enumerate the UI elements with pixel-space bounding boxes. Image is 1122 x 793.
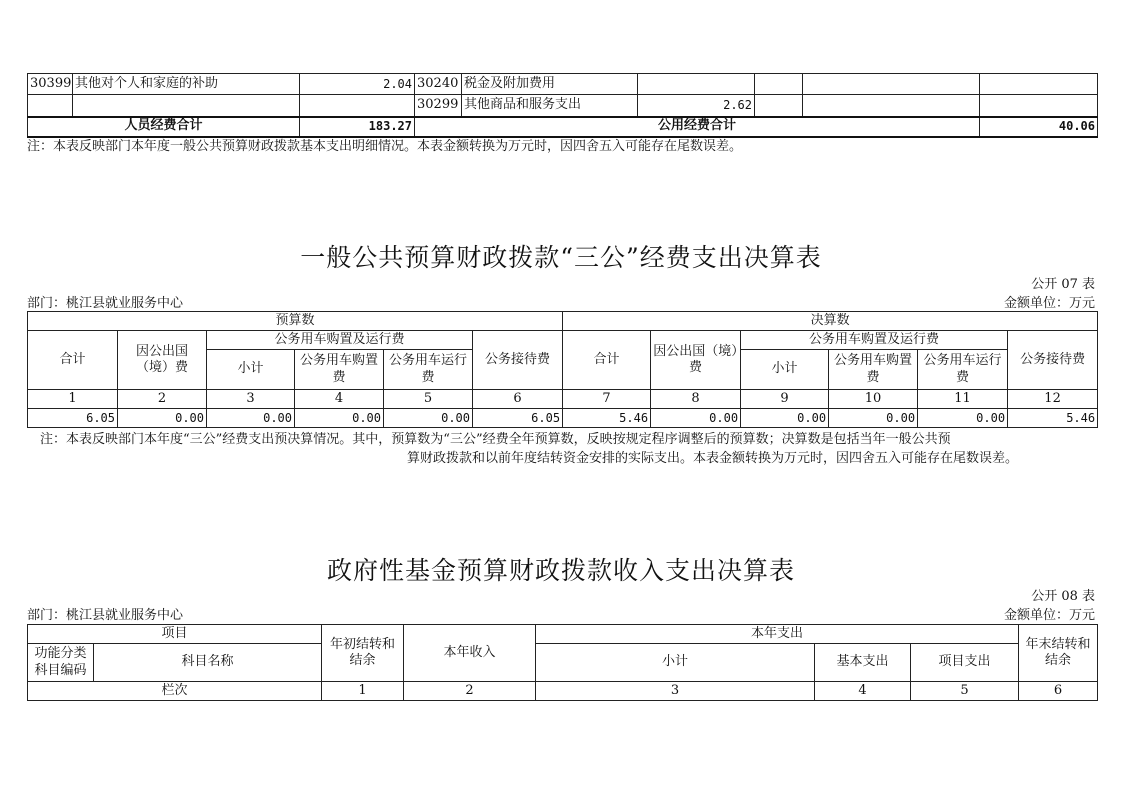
column-number-row (28, 682, 1098, 701)
lanci-label: 栏次 (28, 682, 322, 701)
item-name: 税金及附加费用 (462, 74, 638, 95)
value-cell: 0.00 (295, 409, 384, 428)
col-income: 本年收入 (404, 625, 536, 682)
value-cell: 5.46 (1008, 409, 1098, 428)
table-note-line2: 算财政拨款和以前年度结转资金安排的实际支出。本表金额转换为万元时，因四舍五入可能存在尾数误差。 (407, 451, 1019, 466)
col-reception: 公务接待费 (473, 331, 563, 390)
column-number: 4 (295, 390, 384, 409)
amount-unit-label: 金额单位：万元 (1003, 296, 1095, 311)
col-car-operation: 公务用车运行费 (384, 350, 473, 390)
empty-cell (803, 74, 980, 95)
empty-cell (755, 74, 803, 95)
col-function-code: 功能分类科目编码 (28, 644, 94, 682)
item-code: 30399 (28, 74, 73, 95)
empty-cell (980, 74, 1098, 95)
table-note: 注：本表反映部门本年度一般公共预算财政拨款基本支出明细情况。本表金额转换为万元时，因四舍五入可能存在尾数误差。 (27, 139, 743, 154)
value-cell: 5.46 (563, 409, 651, 428)
column-number: 7 (563, 390, 651, 409)
column-number: 2 (404, 682, 536, 701)
col-basic-expense: 基本支出 (815, 644, 911, 682)
col-project-expense: 项目支出 (911, 644, 1019, 682)
column-number: 6 (1019, 682, 1098, 701)
column-number: 5 (911, 682, 1019, 701)
totals-row (28, 117, 1098, 137)
value-cell: 0.00 (651, 409, 741, 428)
value-cell: 6.05 (473, 409, 563, 428)
item-name: 其他对个人和家庭的补助 (73, 74, 300, 95)
table-number: 公开 07 表 (1031, 277, 1095, 292)
column-number: 4 (815, 682, 911, 701)
table-row (28, 409, 1098, 428)
table-row (28, 95, 1098, 117)
department-label: 部门：桃江县就业服务中心 (27, 296, 184, 311)
basic-expense-detail-table (27, 73, 1098, 138)
column-number: 1 (322, 682, 404, 701)
col-begin-balance: 年初结转和结余 (322, 625, 404, 682)
empty-cell (980, 95, 1098, 117)
column-number: 8 (651, 390, 741, 409)
table-row (28, 74, 1098, 95)
col-total: 合计 (563, 331, 651, 390)
column-number: 6 (473, 390, 563, 409)
personnel-total-label: 人员经费合计 (28, 117, 300, 137)
item-amount: 2.04 (300, 74, 415, 95)
column-number: 3 (536, 682, 815, 701)
table-number: 公开 08 表 (1031, 589, 1095, 604)
empty-cell (755, 95, 803, 117)
col-car-operation: 公务用车运行费 (918, 350, 1008, 390)
value-cell: 0.00 (118, 409, 207, 428)
budget-header: 预算数 (28, 312, 563, 331)
value-cell: 6.05 (28, 409, 118, 428)
column-number: 3 (207, 390, 295, 409)
item-name: 其他商品和服务支出 (462, 95, 638, 117)
col-subtotal: 小计 (536, 644, 815, 682)
value-cell: 0.00 (741, 409, 829, 428)
column-number: 1 (28, 390, 118, 409)
public-total-label: 公用经费合计 (415, 117, 980, 137)
col-subtotal: 小计 (207, 350, 295, 390)
col-car-group: 公务用车购置及运行费 (207, 331, 473, 350)
col-subtotal: 小计 (741, 350, 829, 390)
item-name (73, 95, 300, 117)
item-code: 30299 (415, 95, 462, 117)
column-number: 5 (384, 390, 473, 409)
col-abroad: 因公出国（境）费 (651, 331, 741, 390)
column-number: 12 (1008, 390, 1098, 409)
col-subject-name: 科目名称 (94, 644, 322, 682)
item-code: 30240 (415, 74, 462, 95)
item-amount: 2.62 (638, 95, 755, 117)
personnel-total-value: 183.27 (300, 117, 415, 137)
col-reception: 公务接待费 (1008, 331, 1098, 390)
public-total-value: 40.06 (980, 117, 1098, 137)
value-cell: 0.00 (207, 409, 295, 428)
department-label: 部门：桃江县就业服务中心 (27, 608, 184, 623)
table-note-line1: 注：本表反映部门本年度“三公”经费支出预决算情况。其中，预算数为“三公”经费全年预算数，反映按规定程序调整后的预算数；决算数是包括当年一般公共预 (40, 432, 951, 447)
column-number: 2 (118, 390, 207, 409)
col-abroad: 因公出国（境）费 (118, 331, 207, 390)
page-title: 政府性基金预算财政拨款收入支出决算表 (326, 556, 795, 585)
item-amount (638, 74, 755, 95)
value-cell: 0.00 (384, 409, 473, 428)
col-item: 项目 (28, 625, 322, 644)
col-car-group: 公务用车购置及运行费 (741, 331, 1008, 350)
page-title: 一般公共预算财政拨款“三公”经费支出决算表 (300, 243, 822, 272)
col-end-balance: 年末结转和结余 (1019, 625, 1098, 682)
col-car-purchase: 公务用车购置费 (295, 350, 384, 390)
final-header: 决算数 (563, 312, 1098, 331)
value-cell: 0.00 (829, 409, 918, 428)
column-number: 10 (829, 390, 918, 409)
column-number-row (28, 390, 1098, 409)
col-total: 合计 (28, 331, 118, 390)
column-number: 11 (918, 390, 1008, 409)
value-cell: 0.00 (918, 409, 1008, 428)
empty-cell (803, 95, 980, 117)
sangong-expense-table (27, 311, 1098, 428)
col-expense-group: 本年支出 (536, 625, 1019, 644)
amount-unit-label: 金额单位：万元 (1003, 608, 1095, 623)
item-code (28, 95, 73, 117)
gov-fund-table (27, 624, 1098, 701)
col-car-purchase: 公务用车购置费 (829, 350, 918, 390)
column-number: 9 (741, 390, 829, 409)
item-amount (300, 95, 415, 117)
